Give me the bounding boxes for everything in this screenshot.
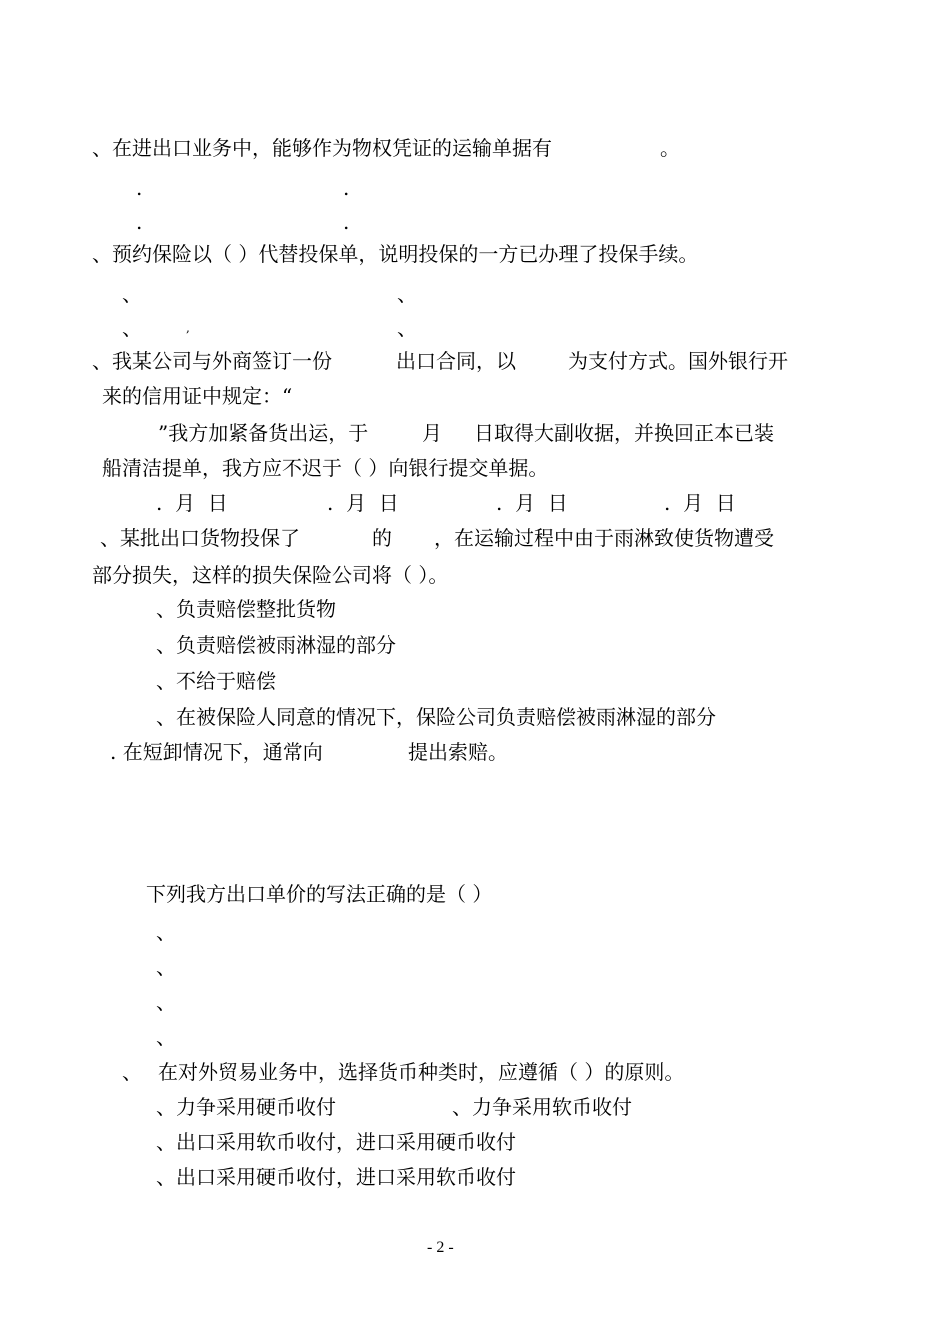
option-text: 、不给于赔偿 bbox=[156, 669, 276, 693]
question-text: 为支付方式。国外银行开 bbox=[568, 349, 788, 373]
option-marker: 、 bbox=[156, 955, 176, 979]
question-text: 部分损失，这样的损失保险公司将（ ）。 bbox=[92, 563, 449, 587]
question-text: ，在运输过程中由于雨淋致使货物遭受 bbox=[434, 526, 774, 550]
question-text: ”我方加紧备货出运，于 bbox=[158, 421, 369, 445]
option-text: 、力争采用软币收付 bbox=[452, 1095, 632, 1119]
question-text: 的 bbox=[372, 526, 392, 550]
question-text: . 在短卸情况下，通常向 bbox=[110, 740, 323, 764]
question-text: 船清洁提单，我方应不迟于（ ）向银行提交单据。 bbox=[102, 456, 549, 480]
option-text: . 月 日 bbox=[327, 491, 399, 515]
option-marker: . bbox=[136, 176, 143, 200]
question-text: 月 bbox=[422, 421, 442, 445]
option-marker: 、 bbox=[156, 920, 176, 944]
option-marker: 、 bbox=[122, 316, 142, 340]
option-marker: . bbox=[343, 176, 350, 200]
option-text: . 月 日 bbox=[496, 491, 568, 515]
option-text: . 月 日 bbox=[156, 491, 228, 515]
question-text: 在对外贸易业务中，选择货币种类时，应遵循（ ）的原则。 bbox=[158, 1060, 685, 1084]
question-text: 提出索赔。 bbox=[408, 740, 508, 764]
option-marker: . bbox=[136, 210, 143, 234]
option-marker: 、 bbox=[122, 282, 142, 306]
question-text: 下列我方出口单价的写法正确的是（ ） bbox=[146, 882, 493, 906]
option-marker: 、 bbox=[156, 990, 176, 1014]
question-text: 、我某公司与外商签订一份 bbox=[92, 349, 332, 373]
option-marker: 、 bbox=[397, 316, 417, 340]
option-marker: , bbox=[186, 321, 190, 335]
option-text: 、力争采用硬币收付 bbox=[156, 1095, 336, 1119]
option-text: . 月 日 bbox=[664, 491, 736, 515]
option-text: 、出口采用软币收付，进口采用硬币收付 bbox=[156, 1130, 516, 1154]
question-text: 。 bbox=[660, 136, 680, 160]
question-text: 出口合同，以 bbox=[396, 349, 516, 373]
question-text: 日取得大副收据，并换回正本已装 bbox=[474, 421, 774, 445]
option-text: 、在被保险人同意的情况下，保险公司负责赔偿被雨淋湿的部分 bbox=[156, 705, 716, 729]
question-text: 来的信用证中规定：“ bbox=[102, 384, 293, 408]
question-text: 、某批出口货物投保了 bbox=[100, 526, 300, 550]
question-number: 、 bbox=[122, 1060, 142, 1084]
option-marker: . bbox=[343, 210, 350, 234]
option-text: 、负责赔偿整批货物 bbox=[156, 597, 336, 621]
question-text: 、在进出口业务中，能够作为物权凭证的运输单据有 bbox=[92, 136, 552, 160]
page-number: - 2 - bbox=[427, 1239, 454, 1256]
option-marker: 、 bbox=[397, 282, 417, 306]
question-text: 、预约保险以（ ）代替投保单，说明投保的一方已办理了投保手续。 bbox=[92, 242, 699, 266]
option-text: 、出口采用硬币收付，进口采用软币收付 bbox=[156, 1165, 516, 1189]
option-marker: 、 bbox=[156, 1025, 176, 1049]
option-text: 、负责赔偿被雨淋湿的部分 bbox=[156, 633, 396, 657]
